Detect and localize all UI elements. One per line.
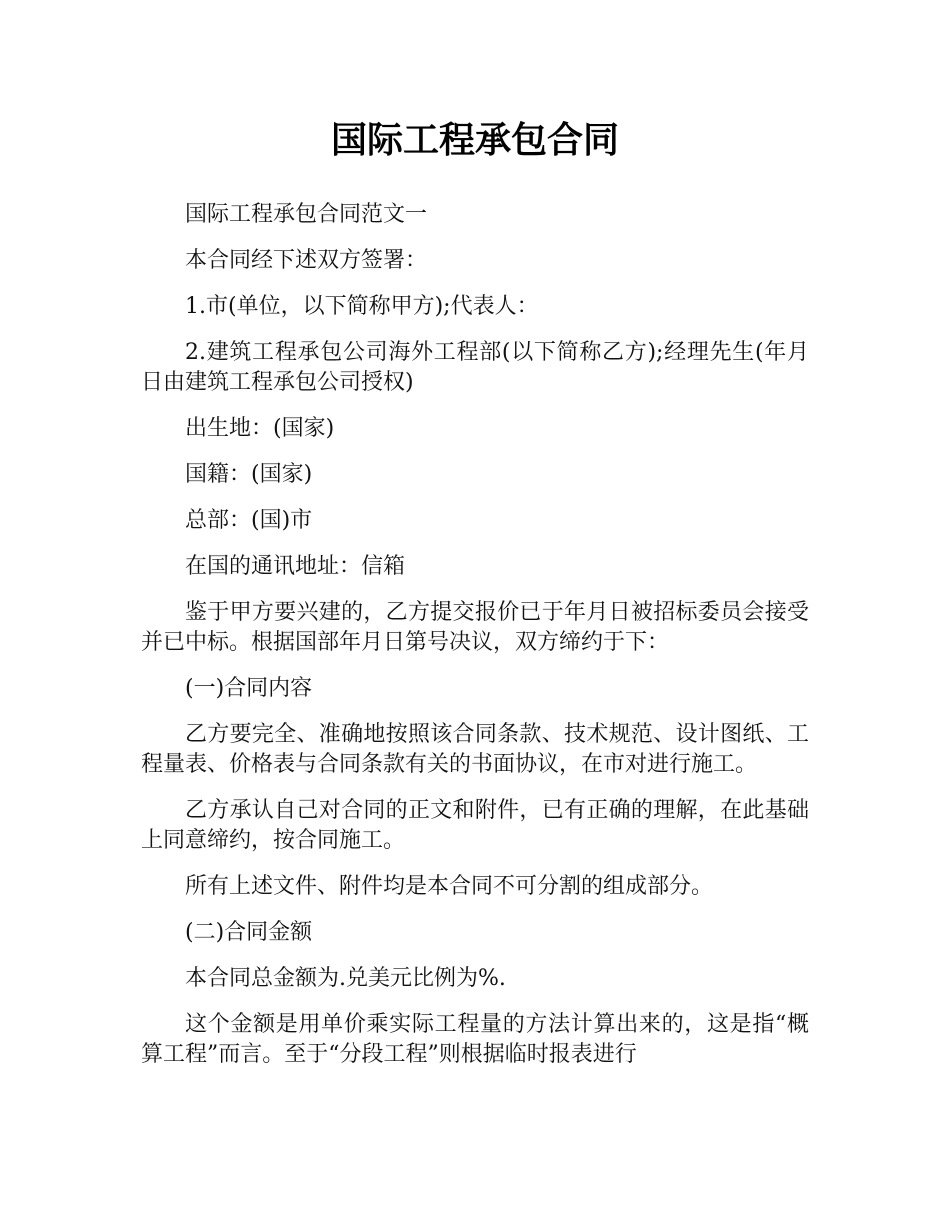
paragraph: 鉴于甲方要兴建的，乙方提交报价已于年月日被招标委员会接受并已中标。根据国部年月日第号决议，双方缔约于下： bbox=[141, 600, 809, 655]
section-heading: (二)合同金额 bbox=[185, 920, 313, 945]
paragraph: 这个金额是用单价乘实际工程量的方法计算出来的，这是指“概算工程”而言。至于“分段工程”则根据临时报表进行 bbox=[141, 1012, 809, 1067]
paragraph: 出生地：(国家) bbox=[185, 416, 335, 441]
paragraph: 所有上述文件、附件均是本合同不可分割的组成部分。 bbox=[185, 874, 714, 899]
paragraph: 本合同总金额为.兑美元比例为%. bbox=[185, 966, 506, 991]
paragraph: 乙方承认自己对合同的正文和附件，已有正确的理解，在此基础上同意缔约，按合同施工。 bbox=[141, 798, 809, 853]
paragraph: 总部：(国)市 bbox=[185, 508, 313, 533]
paragraph: 2.建筑工程承包公司海外工程部(以下简称乙方);经理先生(年月日由建筑工程承包公司授权) bbox=[141, 340, 809, 395]
paragraph: 1.市(单位，以下简称甲方);代表人： bbox=[185, 294, 539, 319]
paragraph: 国际工程承包合同范文一 bbox=[185, 202, 428, 227]
document-title: 国际工程承包合同 bbox=[330, 120, 619, 161]
section-heading: (一)合同内容 bbox=[185, 676, 313, 701]
paragraph: 乙方要完全、准确地按照该合同条款、技术规范、设计图纸、工程量表、价格表与合同条款有关的书面协议，在市对进行施工。 bbox=[141, 722, 809, 777]
document-body bbox=[141, 200, 809, 1086]
paragraph: 在国的通讯地址：信箱 bbox=[185, 554, 406, 579]
paragraph: 本合同经下述双方签署： bbox=[185, 248, 428, 273]
paragraph: 国籍：(国家) bbox=[185, 462, 313, 487]
